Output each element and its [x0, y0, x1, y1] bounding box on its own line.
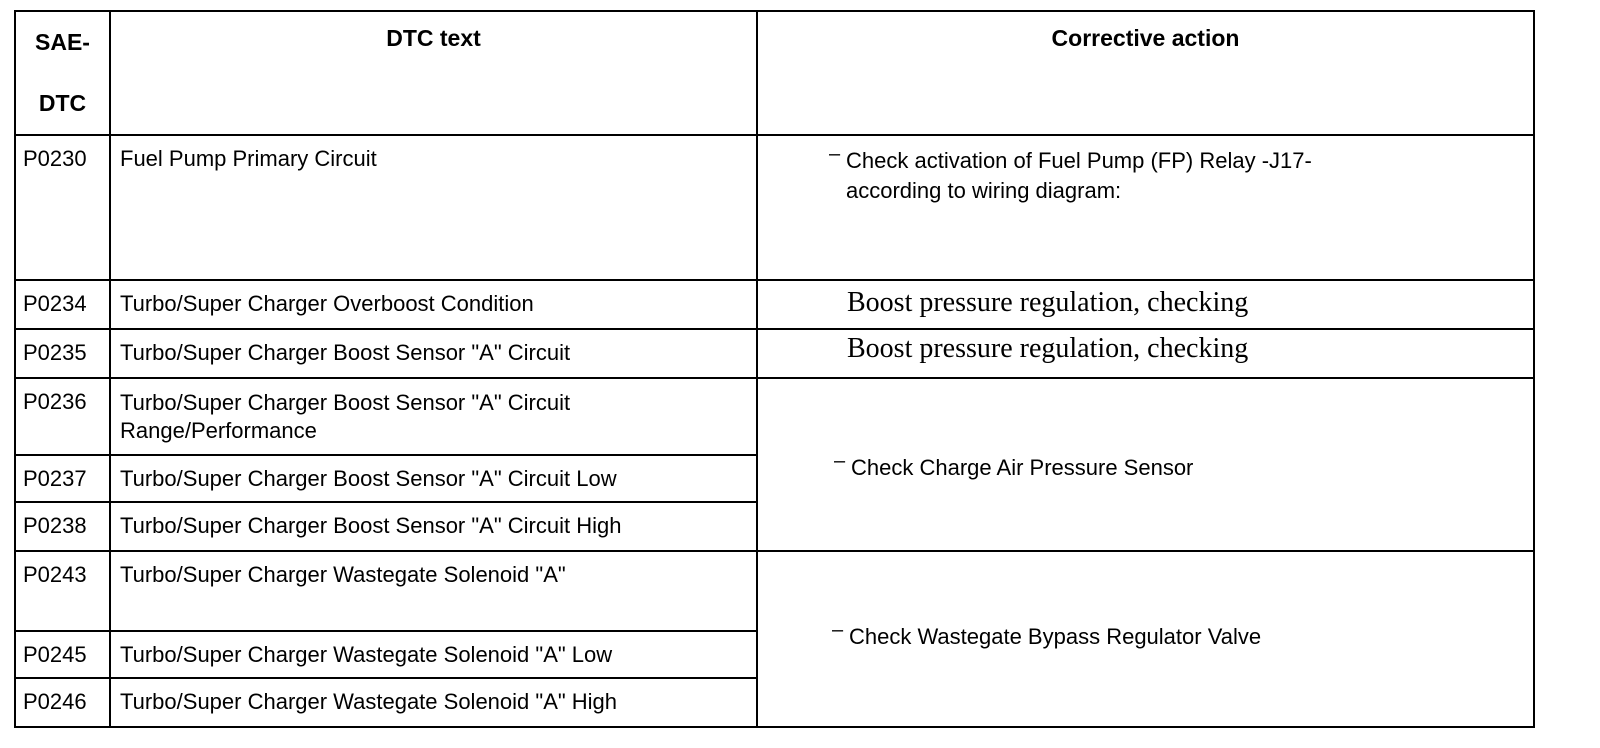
- dtc-description-line2: Range/Performance: [120, 418, 317, 443]
- action-link-text: Boost pressure regulation, checking: [847, 333, 1249, 364]
- dtc-code: P0234: [15, 280, 110, 329]
- table-row: [15, 329, 1534, 378]
- header-sae-dtc: [15, 11, 110, 135]
- dtc-description: Turbo/Super Charger Boost Sensor "A" Circuit Low: [110, 455, 757, 502]
- bullet-dash: –: [829, 143, 841, 165]
- dtc-code: P0246: [15, 678, 110, 727]
- corrective-action-wastegate-valve: [757, 551, 1534, 727]
- dtc-description: Turbo/Super Charger Wastegate Solenoid "A": [110, 551, 757, 631]
- bullet-dash: –: [832, 619, 844, 641]
- action-text-line2: according to wiring diagram:: [846, 178, 1122, 203]
- header-corrective-action: Corrective action: [757, 11, 1534, 135]
- dtc-code: P0236: [15, 378, 110, 455]
- dtc-code: P0230: [15, 135, 110, 280]
- action-text: Check Charge Air Pressure Sensor: [851, 455, 1194, 480]
- dtc-description: Turbo/Super Charger Overboost Condition: [110, 280, 757, 329]
- dtc-description: Turbo/Super Charger Wastegate Solenoid "A" Low: [110, 631, 757, 678]
- dtc-description: Turbo/Super Charger Wastegate Solenoid "A" High: [110, 678, 757, 727]
- action-text-line1: Check activation of Fuel Pump (FP) Relay -J17-: [846, 148, 1312, 173]
- dtc-code: P0235: [15, 329, 110, 378]
- table-row: [15, 280, 1534, 329]
- corrective-action-charge-air-sensor: [757, 378, 1534, 551]
- table-row: [15, 135, 1534, 280]
- dtc-description: Turbo/Super Charger Boost Sensor "A" Circuit: [110, 329, 757, 378]
- table-row: [15, 551, 1534, 631]
- dtc-code: P0237: [15, 455, 110, 502]
- dtc-description-line1: Turbo/Super Charger Boost Sensor "A" Circuit: [120, 390, 571, 415]
- header-sae-dtc-line2: DTC: [38, 90, 87, 116]
- corrective-action-fuel-pump: [757, 135, 1534, 280]
- bullet-dash: –: [834, 450, 846, 472]
- table-row: [15, 378, 1534, 455]
- header-dtc-text: DTC text: [110, 11, 757, 135]
- corrective-action-boost-regulation: [757, 280, 1534, 329]
- corrective-action-boost-regulation: [757, 329, 1534, 378]
- dtc-code: P0243: [15, 551, 110, 631]
- header-sae-dtc-line1: SAE-: [35, 29, 90, 55]
- dtc-description: [110, 378, 757, 455]
- action-link-text: Boost pressure regulation, checking: [847, 287, 1249, 318]
- dtc-description: Turbo/Super Charger Boost Sensor "A" Circuit High: [110, 502, 757, 551]
- action-text: Check Wastegate Bypass Regulator Valve: [849, 624, 1262, 649]
- table-header-row: [15, 11, 1534, 135]
- dtc-description: Fuel Pump Primary Circuit: [110, 135, 757, 280]
- dtc-code: P0238: [15, 502, 110, 551]
- dtc-table: [14, 10, 1535, 728]
- dtc-code: P0245: [15, 631, 110, 678]
